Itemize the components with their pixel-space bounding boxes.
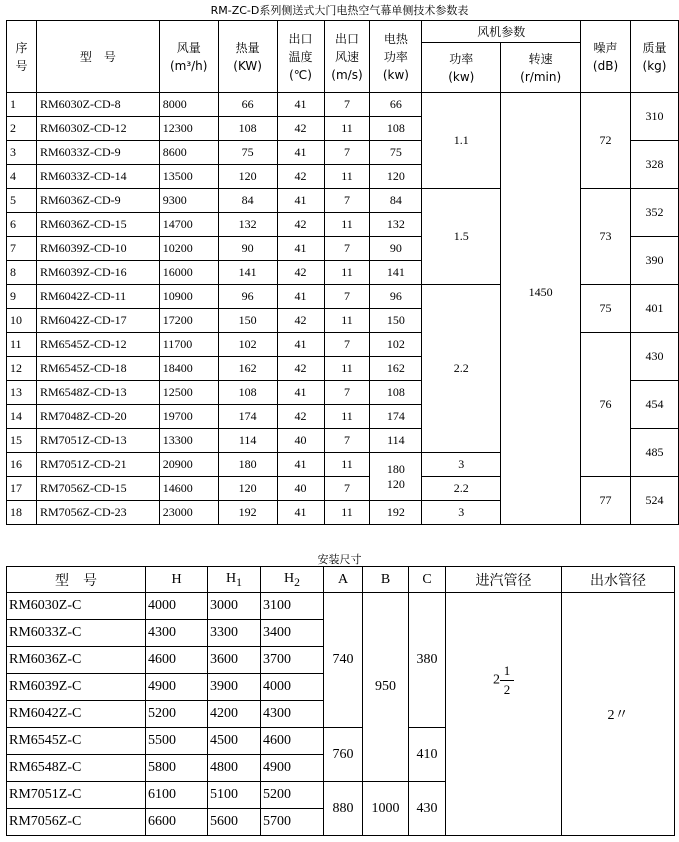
- noise-group: 73: [581, 189, 631, 285]
- install-row-h: 4000: [146, 593, 208, 620]
- install-row-h1: 3300: [208, 620, 261, 647]
- row-elec: 66: [370, 93, 422, 117]
- row-heat: 108: [218, 381, 277, 405]
- row-no: 8: [7, 261, 37, 285]
- row-no: 18: [7, 501, 37, 525]
- row-speed: 7: [324, 237, 370, 261]
- a-group: 880: [324, 782, 363, 836]
- inlet-fraction: $\frac{1}{2}$: [500, 663, 514, 698]
- install-row-h2: 5200: [261, 782, 324, 809]
- row-model: RM6039Z-CD-16: [36, 261, 159, 285]
- row-no: 2: [7, 117, 37, 141]
- row-no: 15: [7, 429, 37, 453]
- row-airflow: 12300: [159, 117, 218, 141]
- row-airflow: 8600: [159, 141, 218, 165]
- install-row-h2: 5700: [261, 809, 324, 836]
- b-group: 950: [363, 593, 409, 782]
- header-airflow: 风量 (m³/h): [159, 21, 218, 93]
- row-speed: 11: [324, 453, 370, 477]
- header-model: 型 号: [36, 21, 159, 93]
- row-heat: 150: [218, 309, 277, 333]
- row-elec: 90: [370, 237, 422, 261]
- row-temp: 40: [277, 477, 324, 501]
- row-elec: 192: [370, 501, 422, 525]
- row-speed: 11: [324, 117, 370, 141]
- row-no: 17: [7, 477, 37, 501]
- row-temp: 41: [277, 189, 324, 213]
- install-row-h2: 3400: [261, 620, 324, 647]
- install-row-h1: 3600: [208, 647, 261, 674]
- header-outlet-temp: 出口 温度 (℃): [277, 21, 324, 93]
- row-temp: 41: [277, 453, 324, 477]
- noise-group: 72: [581, 93, 631, 189]
- install-row-model: RM6033Z-C: [7, 620, 146, 647]
- row-speed: 11: [324, 261, 370, 285]
- row-speed: 11: [324, 165, 370, 189]
- fan-speed-blank: [501, 189, 581, 285]
- row-model: RM7051Z-CD-13: [36, 429, 159, 453]
- row-model: RM6042Z-CD-11: [36, 285, 159, 309]
- row-heat: 102: [218, 333, 277, 357]
- row-airflow: 19700: [159, 405, 218, 429]
- row-elec: 162: [370, 357, 422, 381]
- outlet-diameter: 2〃: [562, 593, 675, 836]
- mass-group: 454: [631, 381, 679, 429]
- header-heat: 热量 (KW): [218, 21, 277, 93]
- install-row-h: 6600: [146, 809, 208, 836]
- row-model: RM6545Z-CD-18: [36, 357, 159, 381]
- row-heat: 90: [218, 237, 277, 261]
- row-airflow: 8000: [159, 93, 218, 117]
- row-airflow: 14700: [159, 213, 218, 237]
- fan-power-group: 1.5: [422, 189, 501, 285]
- install-row-h2: 4000: [261, 674, 324, 701]
- install-header-c: C: [409, 567, 446, 593]
- install-table: [6, 566, 675, 836]
- row-speed: 7: [324, 189, 370, 213]
- install-row-h2: 4300: [261, 701, 324, 728]
- row-speed: 11: [324, 213, 370, 237]
- fan-power-group: 1.1: [422, 93, 501, 189]
- row-no: 14: [7, 405, 37, 429]
- mass-group: 485: [631, 429, 679, 477]
- row-airflow: 16000: [159, 261, 218, 285]
- fan-speed-blank: [501, 93, 581, 189]
- row-airflow: 14600: [159, 477, 218, 501]
- install-row-h: 4600: [146, 647, 208, 674]
- row-model: RM7056Z-CD-23: [36, 501, 159, 525]
- row-model: RM7048Z-CD-20: [36, 405, 159, 429]
- row-heat: 174: [218, 405, 277, 429]
- install-row-model: RM7051Z-C: [7, 782, 146, 809]
- install-header-b: B: [363, 567, 409, 593]
- row-speed: 11: [324, 501, 370, 525]
- fan-power-group: 2.2: [422, 477, 501, 501]
- install-row-h2: 4900: [261, 755, 324, 782]
- install-header-h: H: [146, 567, 208, 593]
- row-airflow: 23000: [159, 501, 218, 525]
- spec-table: [6, 20, 679, 525]
- row-temp: 41: [277, 381, 324, 405]
- row-no: 4: [7, 165, 37, 189]
- install-header-h1: $H_1$: [208, 567, 261, 593]
- a-group: 740: [324, 593, 363, 728]
- install-header-inlet: 进汽管径: [446, 567, 562, 593]
- row-no: 6: [7, 213, 37, 237]
- row-speed: 7: [324, 477, 370, 501]
- row-model: RM7051Z-CD-21: [36, 453, 159, 477]
- b-group: 1000: [363, 782, 409, 836]
- row-model: RM6033Z-CD-14: [36, 165, 159, 189]
- row-heat: 66: [218, 93, 277, 117]
- install-header-outlet: 出水管径: [562, 567, 675, 593]
- row-heat: 192: [218, 501, 277, 525]
- row-airflow: 10200: [159, 237, 218, 261]
- row-heat: 96: [218, 285, 277, 309]
- install-row-h: 5800: [146, 755, 208, 782]
- row-heat: 84: [218, 189, 277, 213]
- fan-power-group: 3: [422, 453, 501, 477]
- noise-group: 76: [581, 333, 631, 477]
- mass-group: 352: [631, 189, 679, 237]
- row-model: RM6033Z-CD-9: [36, 141, 159, 165]
- row-elec: 174: [370, 405, 422, 429]
- row-elec: 114: [370, 429, 422, 453]
- row-model: RM6039Z-CD-10: [36, 237, 159, 261]
- row-temp: 42: [277, 357, 324, 381]
- mass-group: 430: [631, 333, 679, 381]
- install-row-h1: 5100: [208, 782, 261, 809]
- row-no: 16: [7, 453, 37, 477]
- install-row-h1: 4500: [208, 728, 261, 755]
- header-noise: 噪声 (dB): [581, 21, 631, 93]
- row-temp: 41: [277, 237, 324, 261]
- row-no: 1: [7, 93, 37, 117]
- install-row-h1: 5600: [208, 809, 261, 836]
- fan-power-group: 3: [422, 501, 501, 525]
- install-row-h: 4300: [146, 620, 208, 647]
- header-mass: 质量 (kg): [631, 21, 679, 93]
- row-speed: 7: [324, 333, 370, 357]
- row-model: RM6548Z-CD-13: [36, 381, 159, 405]
- install-row-h2: 3700: [261, 647, 324, 674]
- row-temp: 42: [277, 309, 324, 333]
- fan-speed-value: 1450: [501, 285, 581, 525]
- install-row-h1: 4200: [208, 701, 261, 728]
- mass-group: 401: [631, 285, 679, 333]
- row-temp: 42: [277, 165, 324, 189]
- row-temp: 42: [277, 261, 324, 285]
- row-no: 12: [7, 357, 37, 381]
- install-row-h: 5500: [146, 728, 208, 755]
- install-row-h: 5200: [146, 701, 208, 728]
- row-elec: 108: [370, 381, 422, 405]
- row-no: 5: [7, 189, 37, 213]
- row-airflow: 17200: [159, 309, 218, 333]
- c-group: 430: [409, 782, 446, 836]
- row-heat: 132: [218, 213, 277, 237]
- mass-group: 328: [631, 141, 679, 189]
- row-model: RM7056Z-CD-15: [36, 477, 159, 501]
- install-row-model: RM6036Z-C: [7, 647, 146, 674]
- inlet-whole: 2: [493, 672, 500, 688]
- row-elec: 75: [370, 141, 422, 165]
- inlet-diameter: [446, 593, 562, 836]
- install-row-h2: 4600: [261, 728, 324, 755]
- noise-group: 77: [581, 477, 631, 525]
- row-speed: 11: [324, 405, 370, 429]
- row-temp: 41: [277, 93, 324, 117]
- install-row-h: 4900: [146, 674, 208, 701]
- row-no: 10: [7, 309, 37, 333]
- row-model: RM6030Z-CD-12: [36, 117, 159, 141]
- install-row-model: RM7056Z-C: [7, 809, 146, 836]
- row-temp: 41: [277, 501, 324, 525]
- row-speed: 7: [324, 285, 370, 309]
- row-temp: 41: [277, 285, 324, 309]
- row-heat: 141: [218, 261, 277, 285]
- row-no: 9: [7, 285, 37, 309]
- row-temp: 40: [277, 429, 324, 453]
- row-temp: 41: [277, 141, 324, 165]
- header-outlet-speed: 出口 风速 (m/s): [324, 21, 370, 93]
- row-model: RM6036Z-CD-9: [36, 189, 159, 213]
- row-elec: 120: [370, 165, 422, 189]
- row-elec: 132: [370, 213, 422, 237]
- install-row-h: 6100: [146, 782, 208, 809]
- row-speed: 7: [324, 93, 370, 117]
- header-elec-power: 电热 功率 (kw): [370, 21, 422, 93]
- row-speed: 7: [324, 381, 370, 405]
- row-elec: 102: [370, 333, 422, 357]
- row-model: RM6545Z-CD-12: [36, 333, 159, 357]
- row-elec: 141: [370, 261, 422, 285]
- install-header-h2: $H_2$: [261, 567, 324, 593]
- row-airflow: 13300: [159, 429, 218, 453]
- noise-group: 75: [581, 285, 631, 333]
- row-heat: 120: [218, 165, 277, 189]
- c-group: 410: [409, 728, 446, 782]
- row-speed: 7: [324, 429, 370, 453]
- header-fan-speed: 转速 (r/min): [501, 43, 581, 93]
- install-header-a: A: [324, 567, 363, 593]
- header-seq: 序 号: [7, 21, 37, 93]
- header-fan-power: 功率 (kw): [422, 43, 501, 93]
- row-elec: 150: [370, 309, 422, 333]
- row-airflow: 13500: [159, 165, 218, 189]
- mass-group: 390: [631, 237, 679, 285]
- row-heat: 114: [218, 429, 277, 453]
- row-heat: 180: [218, 453, 277, 477]
- install-row-h1: 4800: [208, 755, 261, 782]
- install-row-model: RM6545Z-C: [7, 728, 146, 755]
- row-airflow: 11700: [159, 333, 218, 357]
- row-heat: 162: [218, 357, 277, 381]
- row-airflow: 9300: [159, 189, 218, 213]
- header-fan-params: 风机参数: [422, 21, 581, 43]
- row-temp: 42: [277, 213, 324, 237]
- row-elec: 84: [370, 189, 422, 213]
- install-row-h2: 3100: [261, 593, 324, 620]
- row-elec: 108: [370, 117, 422, 141]
- row-speed: 7: [324, 141, 370, 165]
- install-table-title: 安装尺寸: [317, 553, 362, 566]
- spec-table-title: RM-ZC-D系列侧送式大门电热空气幕单侧技术参数表: [210, 4, 469, 17]
- install-row-h1: 3000: [208, 593, 261, 620]
- row-no: 13: [7, 381, 37, 405]
- row-temp: 41: [277, 333, 324, 357]
- row-model: RM6036Z-CD-15: [36, 213, 159, 237]
- row-temp: 42: [277, 405, 324, 429]
- mass-group: 310: [631, 93, 679, 141]
- row-heat: 120: [218, 477, 277, 501]
- row-heat: 75: [218, 141, 277, 165]
- row-airflow: 10900: [159, 285, 218, 309]
- row-heat: 108: [218, 117, 277, 141]
- row-airflow: 18400: [159, 357, 218, 381]
- row-elec: 96: [370, 285, 422, 309]
- row-no: 3: [7, 141, 37, 165]
- a-group: 760: [324, 728, 363, 782]
- row-temp: 42: [277, 117, 324, 141]
- row-no: 11: [7, 333, 37, 357]
- row-elec: 180 120: [370, 453, 422, 501]
- row-no: 7: [7, 237, 37, 261]
- install-row-model: RM6039Z-C: [7, 674, 146, 701]
- mass-group: 524: [631, 477, 679, 525]
- install-row-model: RM6548Z-C: [7, 755, 146, 782]
- c-group: 380: [409, 593, 446, 728]
- install-row-model: RM6042Z-C: [7, 701, 146, 728]
- install-header-model: 型 号: [7, 567, 146, 593]
- row-model: RM6042Z-CD-17: [36, 309, 159, 333]
- row-speed: 11: [324, 309, 370, 333]
- install-row-h1: 3900: [208, 674, 261, 701]
- row-airflow: 12500: [159, 381, 218, 405]
- fan-power-group: 2.2: [422, 285, 501, 453]
- install-row-model: RM6030Z-C: [7, 593, 146, 620]
- row-model: RM6030Z-CD-8: [36, 93, 159, 117]
- row-airflow: 20900: [159, 453, 218, 477]
- row-speed: 11: [324, 357, 370, 381]
